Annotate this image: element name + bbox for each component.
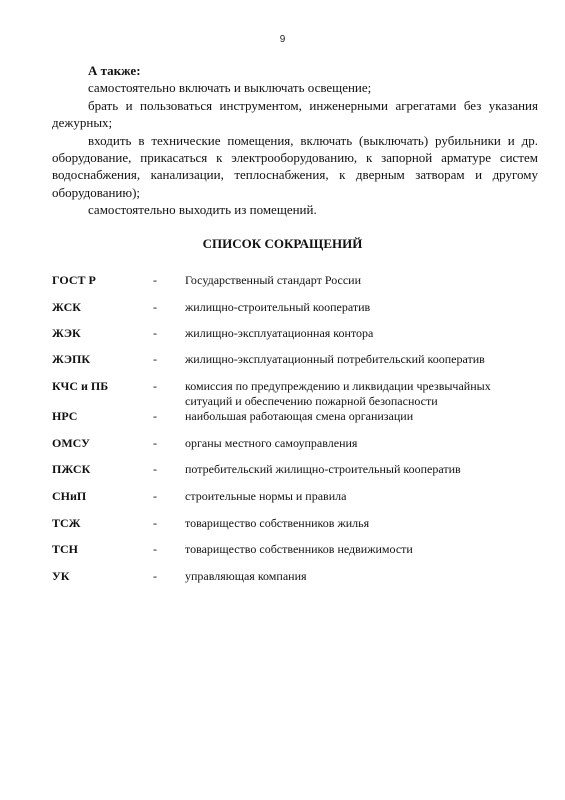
abbreviation-meaning: товарищество собственников жилья <box>185 516 370 530</box>
abbreviation-meaning: товарищество собственников недвижимости <box>185 542 413 556</box>
abbreviation-term: ГОСТ Р <box>52 273 96 287</box>
abbreviation-meaning: жилищно-эксплуатационная контора <box>185 326 374 340</box>
abbreviation-dash: - <box>153 516 157 530</box>
abbreviation-term: УК <box>52 569 70 583</box>
paragraph: брать и пользоваться инструментом, инженерными агрегатами без указания дежурных; <box>52 97 538 131</box>
abbreviation-meaning: строительные нормы и правила <box>185 489 347 503</box>
abbreviation-dash: - <box>153 300 157 314</box>
abbreviation-meaning: Государственный стандарт России <box>185 273 361 287</box>
abbreviation-meaning: наибольшая работающая смена организации <box>185 409 414 423</box>
abbreviation-term: СНиП <box>52 489 87 503</box>
abbreviation-meaning: управляющая компания <box>185 569 307 583</box>
abbreviation-term: ЖСК <box>52 300 81 314</box>
abbreviation-meaning: потребительский жилищно-строительный кооператив <box>185 462 461 476</box>
abbreviation-dash: - <box>153 273 157 287</box>
abbreviation-term: ТСН <box>52 542 79 556</box>
body-text <box>52 62 538 219</box>
abbreviation-term: ТСЖ <box>52 516 81 530</box>
abbreviation-term: ОМСУ <box>52 436 90 450</box>
abbreviation-dash: - <box>153 489 157 503</box>
abbreviation-dash: - <box>153 462 157 476</box>
abbreviation-dash: - <box>153 379 157 393</box>
abbreviation-term: КЧС и ПБ <box>52 379 109 393</box>
abbreviation-term: ЖЭК <box>52 326 81 340</box>
paragraph: входить в технические помещения, включать (выключать) рубильники и др. оборудование, прикасаться к электрооборудованию, к запорной арматуре систем водоснабжения, канализации, теплоснабжения, к дверным затворам и другому оборудованию); <box>52 132 538 200</box>
section-title: СПИСОК СОКРАЩЕНИЙ <box>202 236 363 251</box>
paragraph-heading: А также: <box>88 63 141 78</box>
abbreviation-term: ЖЭПК <box>52 352 91 366</box>
abbreviation-dash: - <box>153 409 157 423</box>
abbreviation-dash: - <box>153 352 157 366</box>
abbreviation-dash: - <box>153 326 157 340</box>
abbreviation-term: НРС <box>52 409 78 423</box>
abbreviation-dash: - <box>153 542 157 556</box>
abbreviation-dash: - <box>153 569 157 583</box>
abbreviation-meaning: органы местного самоуправления <box>185 436 358 450</box>
abbreviation-meaning: жилищно-эксплуатационный потребительский кооператив <box>185 352 485 366</box>
abbreviation-term: ПЖСК <box>52 462 91 476</box>
abbreviation-meaning: комиссия по предупреждению и ликвидации чрезвычайных ситуаций и обеспечению пожарной безопасности <box>185 379 491 408</box>
abbreviation-meaning: жилищно-строительный кооператив <box>185 300 371 314</box>
paragraph: самостоятельно выходить из помещений. <box>88 202 317 218</box>
paragraph: самостоятельно включать и выключать освещение; <box>88 80 372 96</box>
abbreviation-dash: - <box>153 436 157 450</box>
page-number: 9 <box>279 34 286 45</box>
